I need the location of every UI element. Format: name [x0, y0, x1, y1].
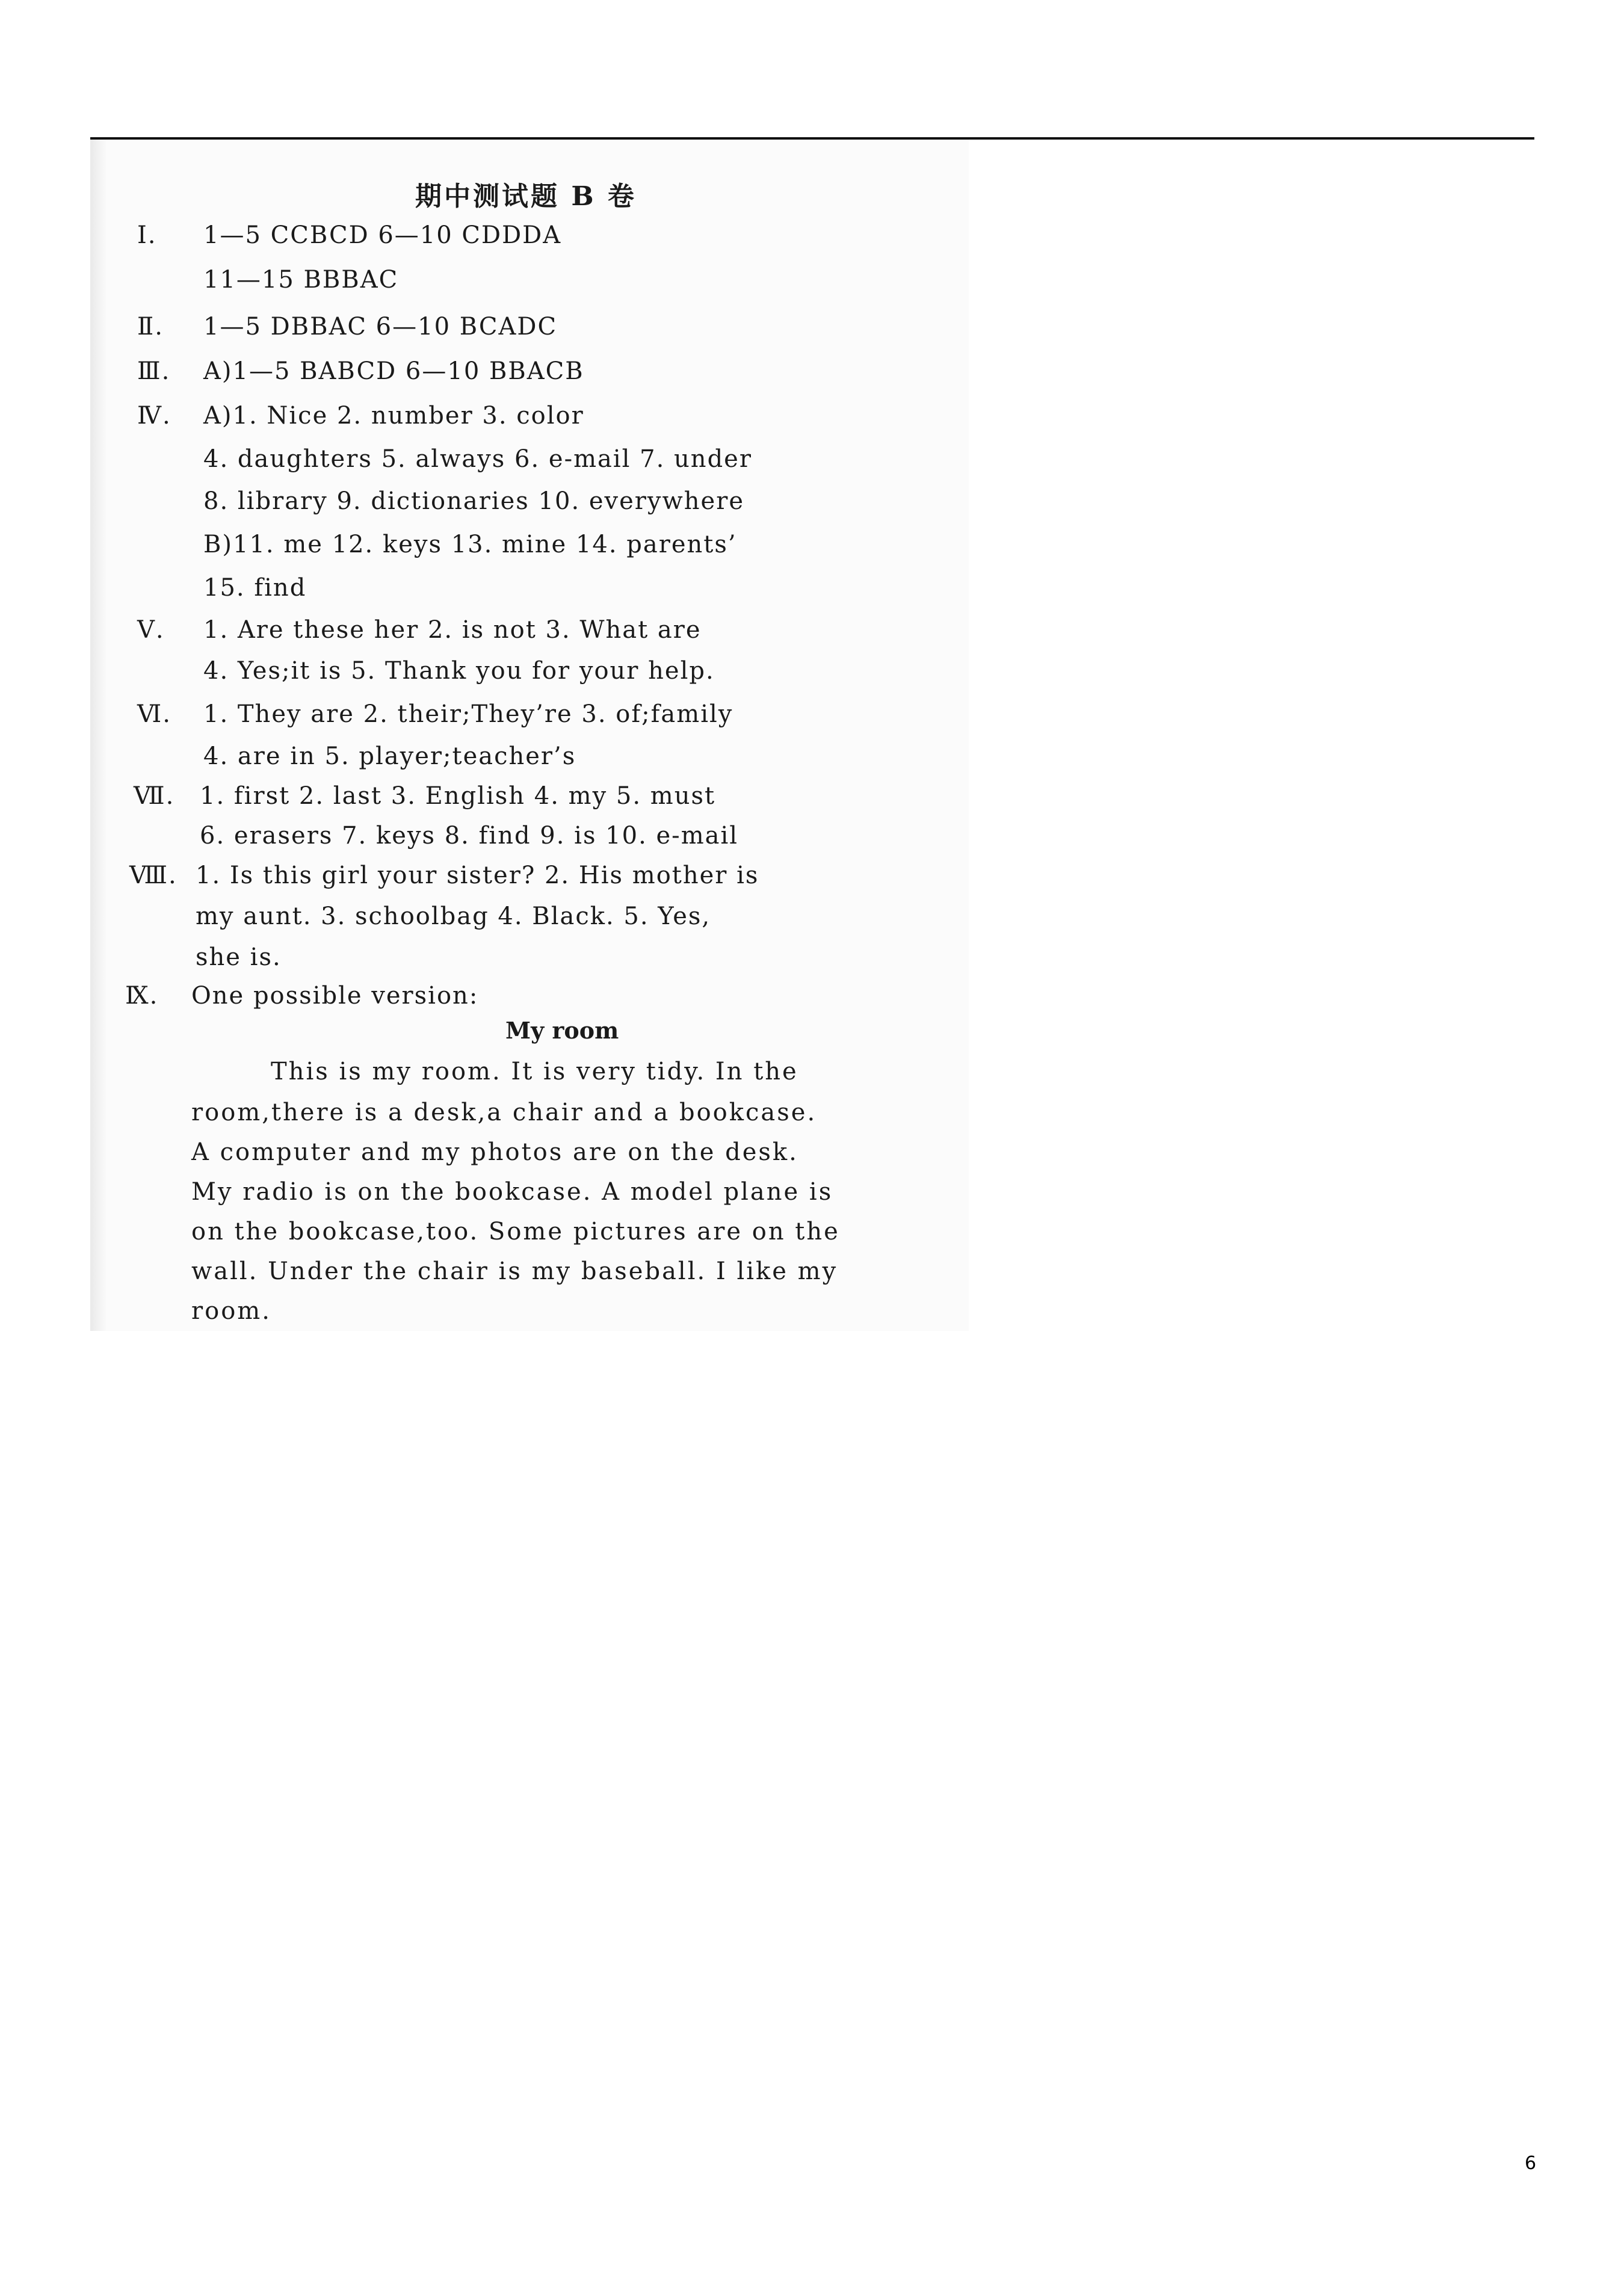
answer-line [137, 487, 744, 515]
answer-line [137, 616, 702, 644]
answer-text: B)11. me 12. keys 13. mine 14. parents’ [203, 531, 737, 558]
answer-text: she is. [196, 943, 282, 971]
section-numeral: Ⅰ. [137, 221, 157, 249]
answer-line [137, 742, 576, 770]
answer-text: 4. are in 5. player;teacher’s [203, 742, 576, 770]
answer-text: 1—5 CCBCD 6—10 CDDDA [203, 221, 562, 249]
answer-text: A)1—5 BABCD 6—10 BBACB [203, 357, 584, 385]
essay-line: A computer and my photos are on the desk. [191, 1138, 798, 1166]
essay-line: room. [191, 1297, 271, 1325]
answer-line [134, 822, 738, 850]
essay-line: on the bookcase,too. Some pictures are on the [191, 1218, 840, 1245]
answer-line [129, 943, 282, 971]
answer-text: 4. daughters 5. always 6. e-mail 7. under [203, 445, 752, 473]
answer-line [129, 862, 759, 889]
answer-line [125, 982, 478, 1010]
section-numeral: Ⅵ. [137, 700, 171, 728]
answer-text: 4. Yes;it is 5. Thank you for your help. [203, 657, 715, 685]
essay-line: This is my room. It is very tidy. In the [271, 1058, 798, 1085]
essay-line: room,there is a desk,a chair and a bookcase. [191, 1099, 817, 1126]
answer-text: 8. library 9. dictionaries 10. everywhere [203, 487, 744, 515]
answer-text: 6. erasers 7. keys 8. find 9. is 10. e-mail [200, 822, 739, 850]
essay-line: My radio is on the bookcase. A model plane is [191, 1178, 833, 1206]
answer-line [137, 357, 584, 385]
section-numeral: Ⅷ. [129, 862, 178, 889]
answer-text: 1. They are 2. their;They’re 3. of;family [203, 700, 733, 728]
answer-text: 11—15 BBBAC [203, 266, 399, 294]
scan-shadow [90, 140, 107, 1331]
essay-title: My room [505, 1017, 619, 1044]
section-numeral: Ⅸ. [125, 982, 159, 1010]
answer-text: 1. first 2. last 3. English 4. my 5. must [200, 782, 716, 810]
answer-text: A)1. Nice 2. number 3. color [203, 402, 584, 430]
section-numeral: Ⅶ. [134, 782, 175, 810]
page-title: 期中测试题 B 卷 [415, 181, 637, 212]
answer-text: One possible version: [191, 982, 479, 1010]
section-numeral: Ⅳ. [137, 402, 171, 430]
answer-line [137, 221, 561, 249]
section-numeral: Ⅲ. [137, 357, 171, 385]
page-number: 6 [1525, 2153, 1537, 2174]
answer-text: my aunt. 3. schoolbag 4. Black. 5. Yes, [196, 903, 711, 930]
answer-line [137, 657, 715, 685]
section-numeral: Ⅴ. [137, 616, 165, 644]
answer-text: 15. find [203, 574, 307, 602]
answer-line [137, 266, 398, 294]
answer-line [129, 903, 711, 930]
answer-line [137, 531, 737, 558]
answer-line [137, 313, 557, 341]
answer-line [137, 574, 306, 602]
section-numeral: Ⅱ. [137, 313, 164, 341]
answer-line [134, 782, 715, 810]
answer-line [137, 445, 752, 473]
answer-text: 1. Is this girl your sister? 2. His mother is [196, 862, 759, 889]
answer-text: 1. Are these her 2. is not 3. What are [203, 616, 702, 644]
answer-line [137, 700, 733, 728]
answer-line [137, 402, 584, 430]
essay-line: wall. Under the chair is my baseball. I like my [191, 1258, 838, 1285]
answer-text: 1—5 DBBAC 6—10 BCADC [203, 313, 558, 341]
